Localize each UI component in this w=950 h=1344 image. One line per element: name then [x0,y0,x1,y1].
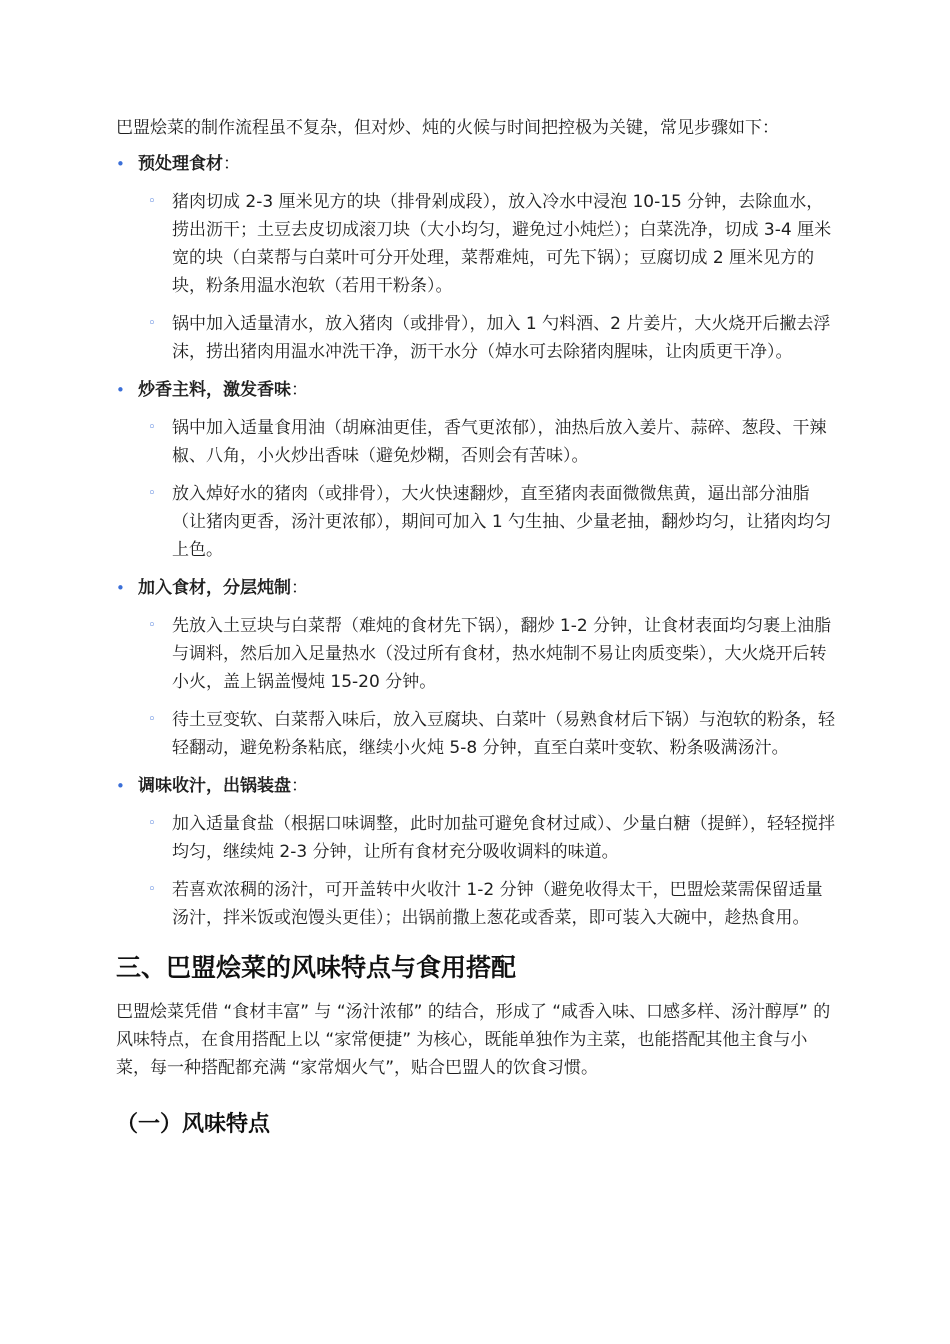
bullet-icon: • [116,777,125,795]
sub-list-item [148,480,836,564]
hollow-bullet-icon: ◦ [148,194,156,209]
bullet-icon: • [116,381,125,399]
steps-list [116,150,836,932]
bullet-icon: • [116,579,125,597]
hollow-bullet-icon: ◦ [148,816,156,831]
hollow-bullet-icon: ◦ [148,316,156,331]
step-title-colon: ： [291,776,308,796]
sub-list-item-text: 若喜欢浓稠的汤汁，可开盖转中火收汁 1-2 分钟（避免收得太干，巴盟烩菜需保留适量汤汁，拌米饭或泡馒头更佳）；出锅前撒上葱花或香菜，即可装入大碗中，趁热食用。 [172,880,823,928]
step-title: 加入食材，分层炖制 [138,578,291,598]
sub-list-item [148,310,836,366]
sub-list-item [148,810,836,866]
bullet-icon: • [116,155,125,173]
hollow-bullet-icon: ◦ [148,618,156,633]
step-item [116,574,836,762]
sub-list-item-text: 加入适量食盐（根据口味调整，此时加盐可避免食材过咸）、少量白糖（提鲜），轻轻搅拌均匀，继续炖 2-3 分钟，让所有食材充分吸收调料的味道。 [172,814,835,862]
hollow-bullet-icon: ◦ [148,486,156,501]
step-title: 调味收汁，出锅装盘 [138,776,291,796]
sub-list [138,810,836,932]
step-item [116,772,836,932]
step-item [116,150,836,366]
step-item [116,376,836,564]
sub-list [138,188,836,366]
sub-list-item-text: 放入焯好水的猪肉（或排骨），大火快速翻炒，直至猪肉表面微微焦黄，逼出部分油脂（让猪肉更香，汤汁更浓郁），期间可加入 1 勺生抽、少量老抽，翻炒均匀，让猪肉均匀上色。 [172,484,832,560]
step-title-colon: ： [223,154,240,174]
document-page [116,114,836,1142]
hollow-bullet-icon: ◦ [148,712,156,727]
flavor-subheading: （一）风味特点 [116,1112,271,1137]
sub-list-item-text: 待土豆变软、白菜帮入味后，放入豆腐块、白菜叶（易熟食材后下锅）与泡软的粉条，轻轻翻动，避免粉条粘底，继续小火炖 5-8 分钟，直至白菜叶变软、粉条吸满汤汁。 [172,710,835,758]
sub-list-item [148,414,836,470]
sub-list-item-text: 锅中加入适量清水，放入猪肉（或排骨），加入 1 勺料酒、2 片姜片，大火烧开后撇去浮沫，捞出猪肉用温水冲洗干净，沥干水分（焯水可去除猪肉腥味，让肉质更干净）。 [172,314,831,362]
sub-list-item-text: 猪肉切成 2-3 厘米见方的块（排骨剁成段），放入冷水中浸泡 10-15 分钟，去除血水，捞出沥干；土豆去皮切成滚刀块（大小均匀，避免过小炖烂）；白菜洗净，切成 3-4 厘米宽的块（白菜帮与白菜叶可分开处理，菜帮难炖，可先下锅）；豆腐切成 2 厘米见方的块，粉条用温水泡软（若用干粉条）。 [172,192,832,296]
step-title: 预处理食材 [138,154,223,174]
sub-list [138,612,836,762]
sub-list-item-text: 先放入土豆块与白菜帮（难炖的食材先下锅），翻炒 1-2 分钟，让食材表面均匀裹上油脂与调料，然后加入足量热水（没过所有食材，热水炖制不易让肉质变柴），大火烧开后转小火，盖上锅盖慢炖 15-20 分钟。 [172,616,832,692]
sub-list-item [148,612,836,696]
section-3-heading: 三、巴盟烩菜的风味特点与食用搭配 [116,953,517,982]
step-title-colon: ： [291,578,308,598]
intro-paragraph: 巴盟烩菜的制作流程虽不复杂，但对炒、炖的火候与时间把控极为关键，常见步骤如下： [116,118,779,138]
section-3-paragraph: 巴盟烩菜凭借 “食材丰富” 与 “汤汁浓郁” 的结合，形成了 “咸香入味、口感多样、汤汁醇厚” 的风味特点，在食用搭配上以 “家常便捷” 为核心，既能单独作为主菜，也能搭配其他主食与小菜，每一种搭配都充满 “家常烟火气”，贴合巴盟人的饮食习惯。 [116,1002,831,1078]
sub-list-item [148,876,836,932]
step-title-colon: ： [291,380,308,400]
hollow-bullet-icon: ◦ [148,420,156,435]
sub-list [138,414,836,564]
step-title: 炒香主料，激发香味 [138,380,291,400]
sub-list-item [148,706,836,762]
sub-list-item-text: 锅中加入适量食用油（胡麻油更佳，香气更浓郁），油热后放入姜片、蒜碎、葱段、干辣椒、八角，小火炒出香味（避免炒糊，否则会有苦味）。 [172,418,827,466]
sub-list-item [148,188,836,300]
hollow-bullet-icon: ◦ [148,882,156,897]
